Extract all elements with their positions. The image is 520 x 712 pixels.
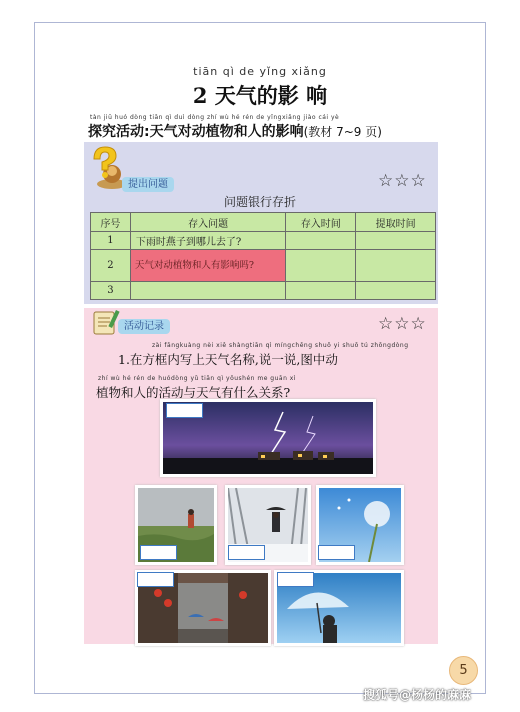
lesson-title: 2 天气的影 响 <box>192 83 328 108</box>
row-question: 下雨时燕子到哪儿去了? <box>130 232 286 250</box>
notebook-icon <box>90 307 120 337</box>
question-text: 植物和人的活动与天气有什么关系? <box>96 385 291 400</box>
header-question: 存入问题 <box>130 213 286 232</box>
page-number: 5 <box>449 656 478 685</box>
weather-name-box[interactable] <box>277 572 314 587</box>
row-saved <box>286 232 356 250</box>
row-question <box>130 282 286 300</box>
weather-name-box[interactable] <box>166 403 203 418</box>
activity-record-label: 活动记录 <box>118 319 170 334</box>
textbook-reference: (教材 7~9 页) <box>303 125 382 139</box>
question-text: 1.在方框内写上天气名称,说一说,图中动 <box>118 352 338 367</box>
rating-stars: ☆☆☆ <box>378 314 427 334</box>
header-no: 序号 <box>91 213 131 232</box>
header-saved-time: 存入时间 <box>286 213 356 232</box>
row-no: 1 <box>91 232 131 250</box>
row-saved <box>286 282 356 300</box>
weather-name-box[interactable] <box>137 572 174 587</box>
row-saved <box>286 250 356 282</box>
row-taken <box>356 282 436 300</box>
ask-questions-label: 提出问题 <box>122 177 174 192</box>
header-taken-time: 提取时间 <box>356 213 436 232</box>
question-pinyin: zài fāngkuàng nèi xiě shàngtiān qì míngchēng shuō yi shuō tú zhōngdòng <box>152 342 409 349</box>
question-pinyin: zhí wù hé rén de huódòng yǔ tiān qì yǒushén me guān xì <box>98 375 297 382</box>
row-no: 2 <box>91 250 131 282</box>
activity-subtitle <box>88 121 382 141</box>
subtitle-main: 探究活动:天气对动植物和人的影响 <box>88 124 304 140</box>
weather-name-box[interactable] <box>318 545 355 560</box>
table-header-row <box>91 213 436 232</box>
question-bank-table <box>90 212 436 300</box>
table-row <box>91 282 436 300</box>
row-no: 3 <box>91 282 131 300</box>
table-row <box>91 232 436 250</box>
weather-name-box[interactable] <box>140 545 177 560</box>
question-bank-title: 问题银行存折 <box>223 195 296 209</box>
row-taken <box>356 250 436 282</box>
title-pinyin: tiān qì de yǐng xiǎng <box>193 65 327 78</box>
row-question-highlighted: 天气对动植物和人有影响吗? <box>130 250 286 282</box>
rating-stars: ☆☆☆ <box>378 171 427 191</box>
subtitle-pinyin: tàn jiū huó dòng tiān qì duì dòng zhí wù hé rén de yǐngxiǎng jiào cái yè <box>90 114 340 121</box>
table-row <box>91 250 436 282</box>
watermark: 搜狐号@杨杨的麻麻 <box>363 688 472 702</box>
weather-name-box[interactable] <box>228 545 265 560</box>
row-taken <box>356 232 436 250</box>
